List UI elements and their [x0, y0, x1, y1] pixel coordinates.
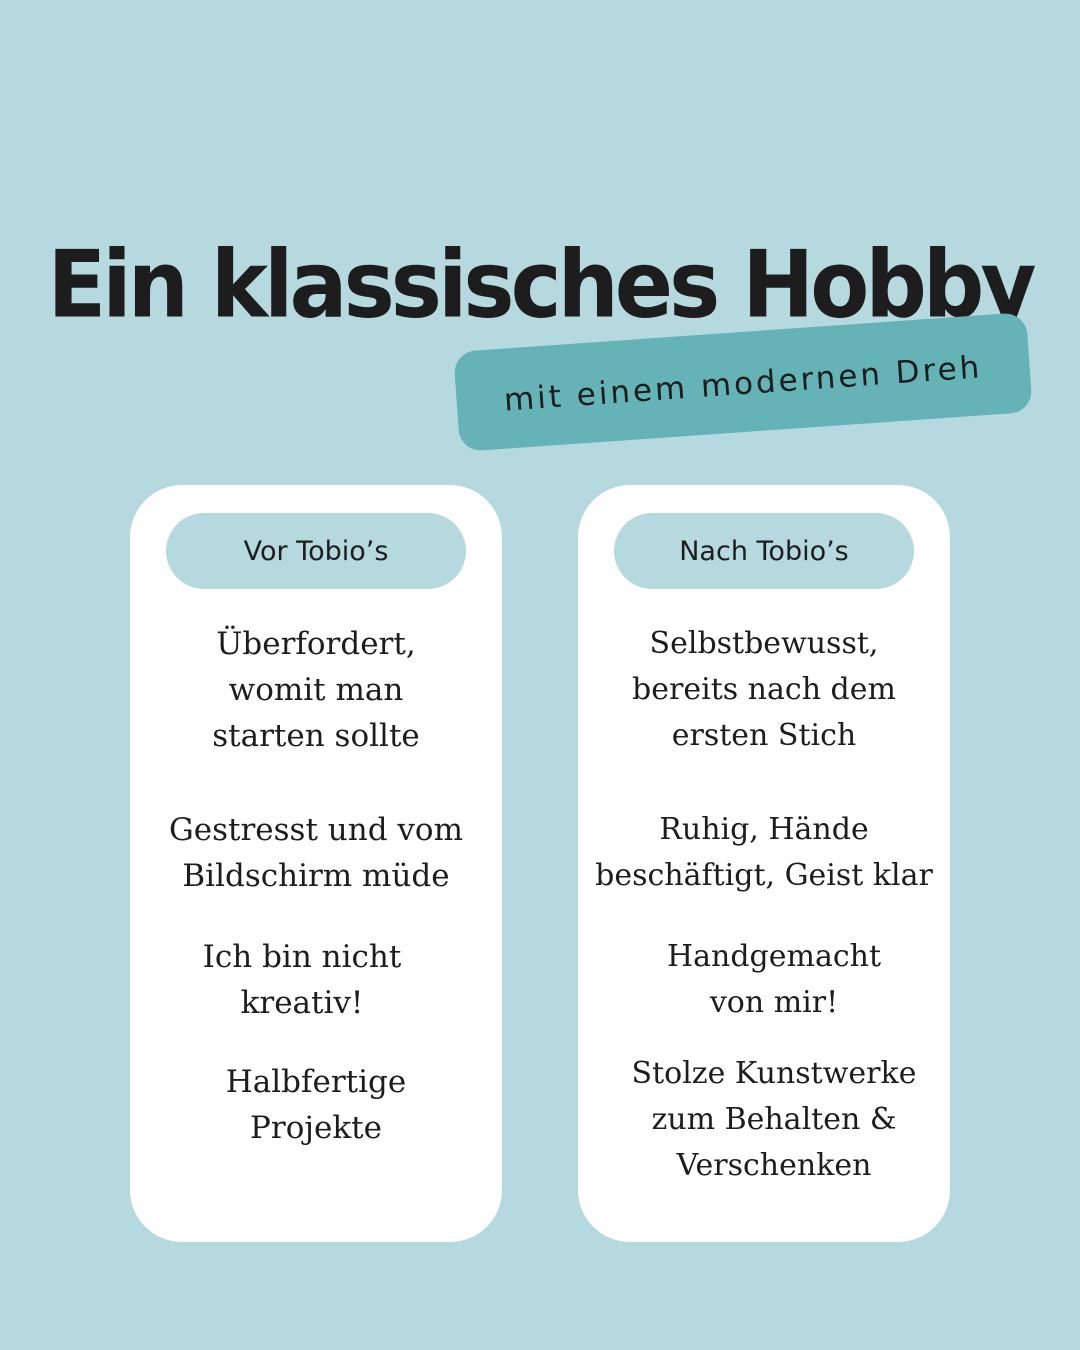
before-card: [130, 485, 502, 1242]
before-item-not-creative: Ich bin nicht kreativ!: [202, 939, 402, 1021]
before-item-unfinished: Halbfertige Projekte: [225, 1064, 407, 1146]
before-item-stressed: Gestresst und vom Bildschirm müde: [169, 812, 463, 894]
subtitle-text: mit einem modernen Dreh: [502, 349, 984, 419]
before-label-pill: Vor Tobio’s: [166, 513, 466, 589]
before-item-overwhelmed: Überfordert, womit man starten sollte: [212, 626, 420, 754]
after-card: [578, 485, 950, 1242]
after-item-calm: Ruhig, Hände beschäftigt, Geist klar: [595, 812, 933, 893]
after-label-pill: Nach Tobio’s: [614, 513, 914, 589]
after-item-proud-art: Stolze Kunstwerke zum Behalten & Verschenken: [631, 1056, 917, 1183]
page-title: Ein klassisches Hobby: [47, 231, 1033, 339]
after-item-confident: Selbstbewusst, bereits nach dem ersten Stich: [632, 626, 896, 753]
after-item-handmade: Handgemacht von mir!: [666, 939, 882, 1020]
